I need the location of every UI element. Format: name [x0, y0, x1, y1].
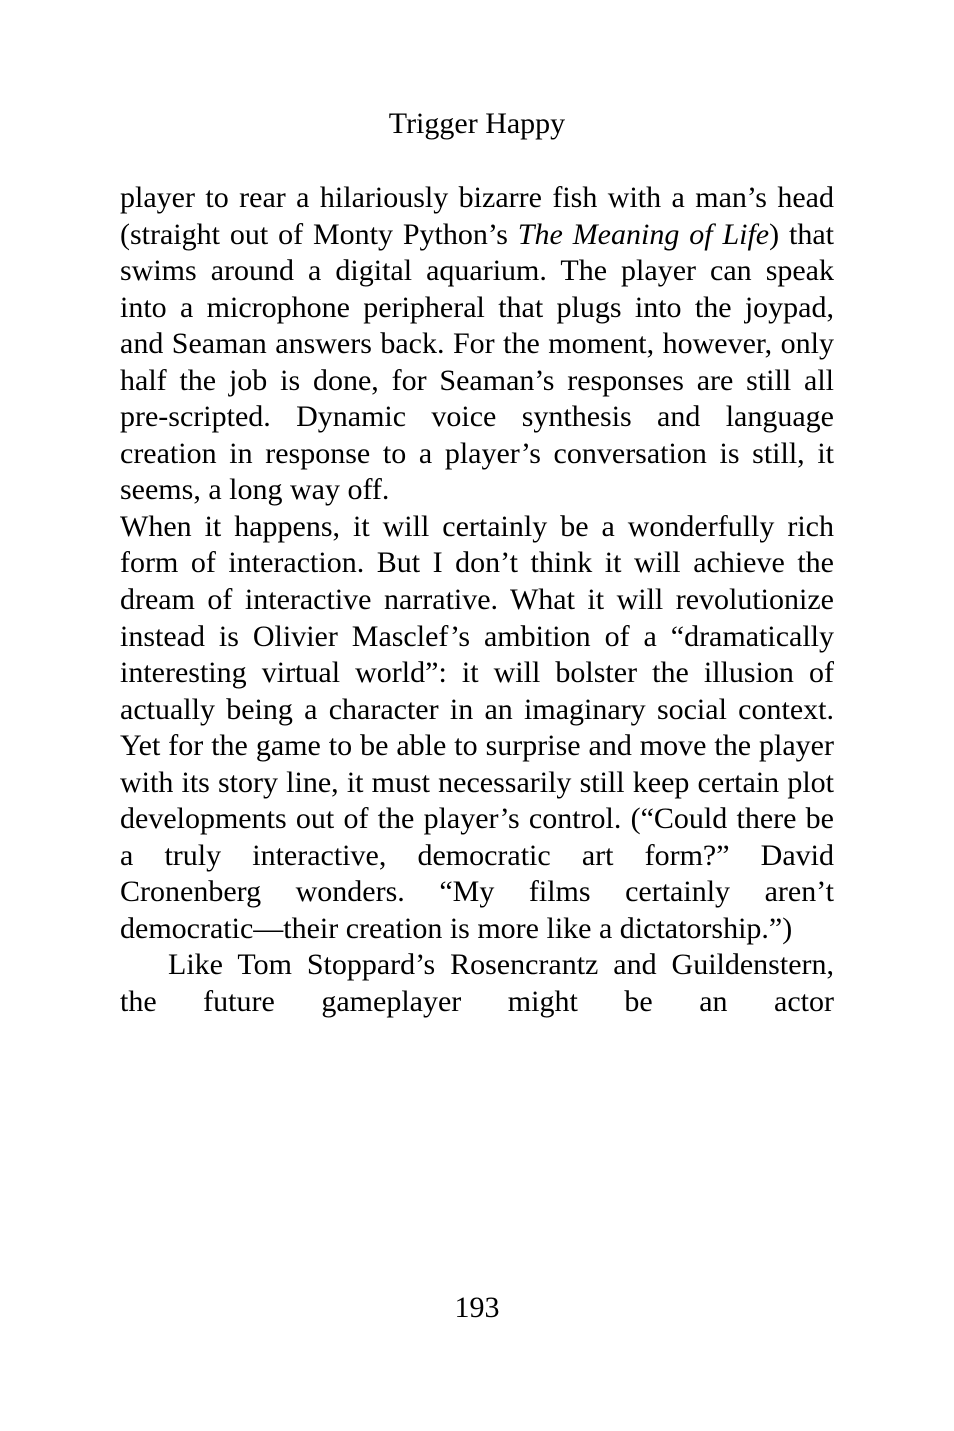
film-title-meaning-of-life: The Meaning of Life — [517, 217, 770, 251]
paragraph-rosencrantz: Like Tom Stoppard’s Rosencrantz and Guildenstern, the future gameplayer might be an actor — [120, 948, 834, 1019]
paragraph-seaman-text-before-title: player to rear a hilariously bizarre fish with a man’s head (straight out of Monty Python’s — [120, 181, 834, 251]
paragraph-seaman — [120, 180, 834, 509]
page-number: 193 — [454, 1291, 500, 1324]
body-text — [120, 180, 834, 1021]
running-head: Trigger Happy — [388, 107, 566, 140]
paragraph-interaction: When it happens, it will certainly be a wonderfully rich form of interaction. But I don’t think it will achieve the dream of interactive narrative. What it will revolutionize instead is Olivier Masclef’s ambition of a “dramatically interesting virtual world”: it will bolster the illusion of actually being a character in an imaginary social context. Yet for the game to be able to surprise and move the player with its story line, it must necessarily still keep certain plot developments out of the player’s control. (“Could there be a truly interactive, democratic art form?” David Cronenberg wonders. “My films certainly aren’t democratic—their creation is more like a dictatorship.”) — [120, 509, 834, 945]
paragraph-seaman-text-after-title: ) that swims around a digital aquarium. The player can speak into a microphone peripheral that plugs into the joypad, and Seaman answers back. For the moment, however, only half the job is done, for Seaman’s responses are still all pre-scripted. Dynamic voice synthesis and language creation in response to a player’s conversation is still, it seems, a long way off. — [120, 217, 834, 507]
